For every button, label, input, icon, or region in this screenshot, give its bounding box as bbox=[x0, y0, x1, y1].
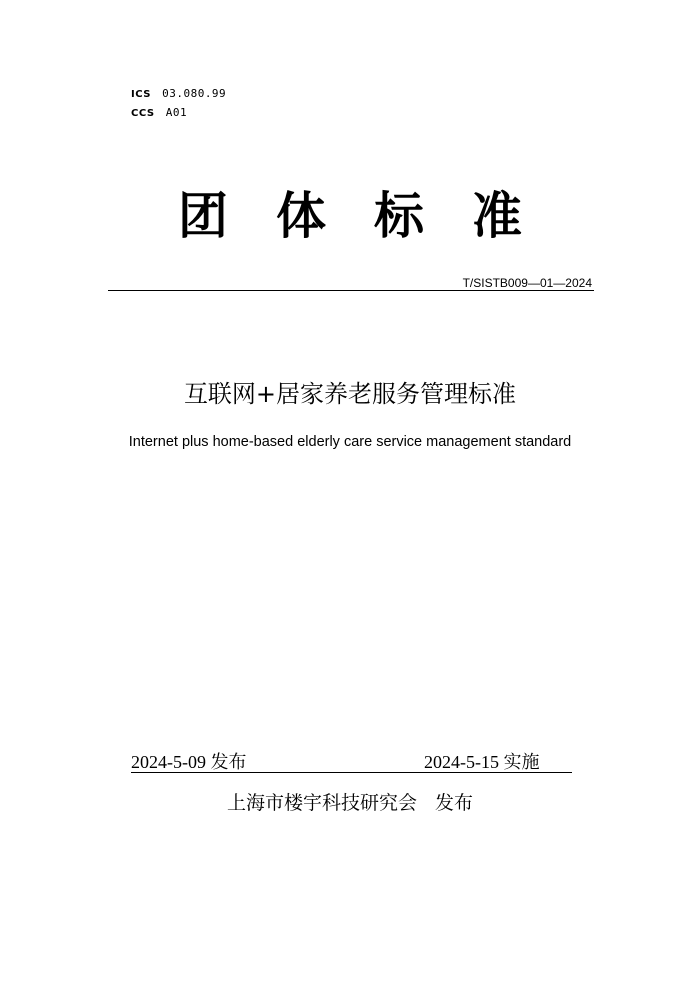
ics-code-label: ICS bbox=[131, 89, 151, 100]
ccs-code-value: A01 bbox=[165, 106, 188, 119]
publish-action: 发布 bbox=[435, 792, 474, 814]
dates-row bbox=[131, 748, 572, 773]
standard-title-chinese: 互联网+居家养老服务管理标准 bbox=[183, 380, 517, 408]
header-divider bbox=[108, 290, 594, 291]
ccs-classification bbox=[131, 106, 187, 121]
effective-date: 2024-5-15 实施 bbox=[424, 752, 540, 772]
publisher-line bbox=[0, 788, 700, 815]
document-type-title: 团体标准 bbox=[178, 187, 570, 245]
publish-date: 2024-5-09 发布 bbox=[131, 752, 247, 772]
publisher-name: 上海市楼宇科技研究会 bbox=[226, 792, 417, 814]
ics-code-value: 03.080.99 bbox=[162, 87, 227, 100]
ics-classification bbox=[131, 87, 226, 102]
standard-number: T/SISTB009—01—2024 bbox=[462, 276, 592, 290]
standard-title-english: Internet plus home-based elderly care service management standard bbox=[128, 434, 572, 450]
ccs-code-label: CCS bbox=[131, 108, 155, 119]
